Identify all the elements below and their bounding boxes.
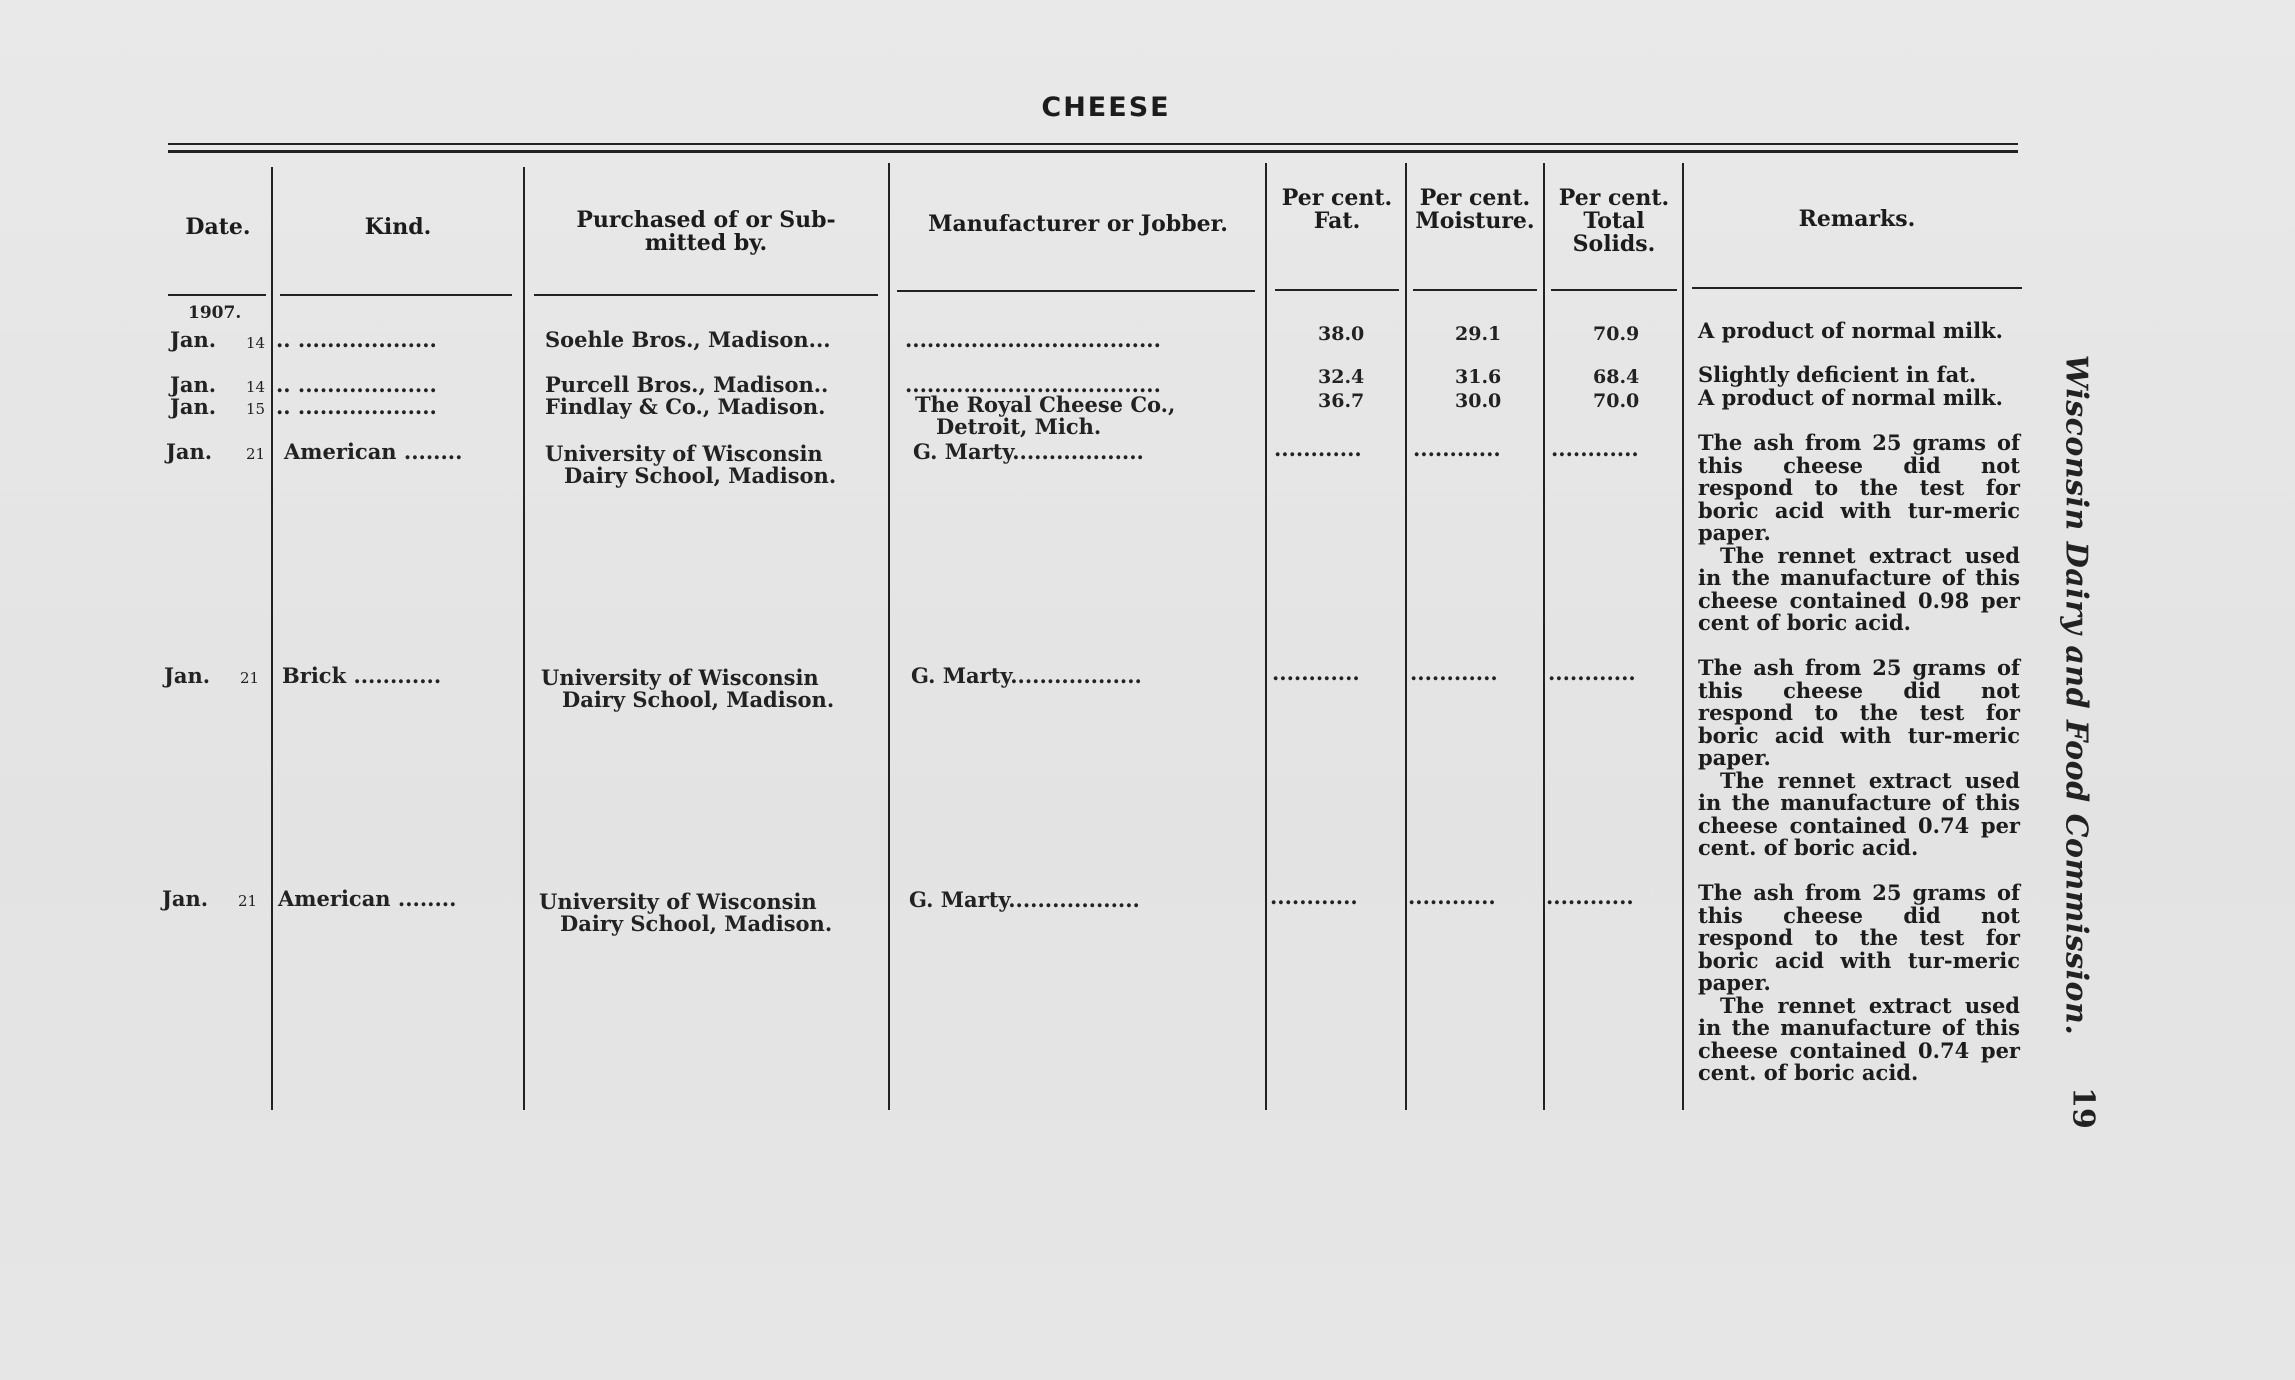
header-moisture: Per cent. Moisture.	[1415, 185, 1535, 234]
header-kind: Kind.	[364, 214, 432, 240]
table-row-0-solids: 70.9	[1593, 323, 1640, 345]
table-row-4-manufacturer: G. Marty..................	[911, 663, 1142, 688]
column-rule-5	[1405, 163, 1407, 1110]
remark-text: The rennet extract used in the manufacture of this cheese contained 0.74 per cent. of boric acid.	[1698, 767, 2020, 860]
header-solids: Per cent. Total Solids.	[1558, 185, 1670, 257]
remark-text: The rennet extract used in the manufacture of this cheese contained 0.98 per cent of boric acid.	[1698, 542, 2020, 635]
table-row-5-solids: ............	[1546, 884, 1634, 909]
table-row-1-remarks	[1698, 364, 2020, 387]
table-row-2-manufacturer-line2: Detroit, Mich.	[936, 414, 1102, 439]
table-row-3-kind: American ........	[284, 439, 463, 464]
table-row-4-purchased-line2: Dairy School, Madison.	[562, 687, 835, 712]
table-row-2-kind: .. ...................	[276, 394, 437, 419]
column-rule-4	[1265, 163, 1267, 1110]
table-row-2-solids: 70.0	[1593, 390, 1640, 412]
table-row-5-month: Jan.	[162, 886, 209, 911]
year-label: 1907.	[188, 303, 242, 323]
remark-text: The rennet extract used in the manufacture of this cheese contained 0.74 per cent. of boric acid.	[1698, 992, 2020, 1085]
table-row-3-purchased-line2: Dairy School, Madison.	[564, 463, 837, 488]
table-row-1-solids: 68.4	[1593, 366, 1640, 388]
table-row-5-purchased: University of Wisconsin	[539, 889, 817, 914]
remark-text: The ash from 25 grams of this cheese did not respond to the test for boric acid with tur-meric paper.	[1698, 655, 2020, 770]
table-row-2-fat: 36.7	[1318, 390, 1365, 412]
running-title-text: Wisconsin Dairy and Food Commission.	[2058, 354, 2094, 1036]
table-row-1-manufacturer: ...................................	[905, 372, 1161, 397]
column-rule-6	[1543, 163, 1545, 1110]
table-row-4-fat: ............	[1272, 660, 1360, 685]
header-date: Date.	[185, 214, 251, 240]
header-underline-manufacturer	[897, 290, 1255, 292]
header-purchased: Purchased of or Sub- mitted by.	[576, 207, 836, 256]
table-row-3-solids: ............	[1551, 436, 1639, 461]
header-underline-moisture	[1413, 289, 1537, 291]
column-rule-7	[1682, 163, 1684, 1110]
table-row-2-month: Jan.	[170, 394, 217, 419]
remark-text: The ash from 25 grams of this cheese did not respond to the test for boric acid with tur-meric paper.	[1698, 430, 2020, 545]
table-row-5-kind: American ........	[278, 886, 457, 911]
table-row-3-day: 21	[246, 445, 266, 463]
table-row-1-kind: .. ...................	[276, 372, 437, 397]
remark-text: Slightly deficient in fat.	[1698, 362, 1977, 387]
table-row-3-moisture: ............	[1413, 436, 1501, 461]
page-number-text: 19	[2065, 1087, 2101, 1129]
table-row-3-remarks	[1698, 432, 2020, 635]
table-row-1-moisture: 31.6	[1455, 366, 1502, 388]
table-row-2-moisture: 30.0	[1455, 390, 1502, 412]
table-row-3-manufacturer: G. Marty..................	[913, 439, 1144, 464]
table-row-0-month: Jan.	[170, 327, 217, 352]
top-rule	[168, 143, 2018, 145]
table-row-1-fat: 32.4	[1318, 366, 1365, 388]
table-row-4-month: Jan.	[164, 663, 211, 688]
table-row-1-month: Jan.	[170, 372, 217, 397]
page-title: CHEESE	[1041, 92, 1171, 123]
column-rule-1	[271, 167, 273, 1110]
table-row-0-remarks	[1698, 320, 2020, 343]
table-row-0-moisture: 29.1	[1455, 323, 1502, 345]
running-title	[2056, 275, 2096, 1115]
column-rule-2	[523, 167, 525, 1110]
table-row-4-moisture: ............	[1410, 660, 1498, 685]
table-row-2-remarks	[1698, 387, 2020, 410]
remark-text: A product of normal milk.	[1698, 318, 2003, 343]
table-row-5-remarks	[1698, 882, 2020, 1085]
remark-text: The ash from 25 grams of this cheese did not respond to the test for boric acid with tur-meric paper.	[1698, 880, 2020, 995]
table-row-3-month: Jan.	[166, 439, 213, 464]
table-row-4-remarks	[1698, 657, 2020, 860]
table-row-0-day: 14	[246, 334, 266, 352]
header-underline-purchased	[534, 294, 878, 296]
table-row-4-kind: Brick ............	[282, 663, 442, 688]
table-row-0-purchased: Soehle Bros., Madison...	[545, 327, 831, 352]
table-row-5-manufacturer: G. Marty..................	[909, 887, 1140, 912]
remark-text: A product of normal milk.	[1698, 385, 2003, 410]
header-underline-remarks	[1692, 287, 2022, 289]
top-rule-second	[168, 150, 2018, 153]
column-rule-3	[888, 163, 890, 1110]
table-row-4-solids: ............	[1548, 660, 1636, 685]
page-number	[2065, 1087, 2101, 1129]
table-row-1-purchased: Purcell Bros., Madison..	[545, 372, 829, 397]
table-row-5-fat: ............	[1270, 884, 1358, 909]
header-underline-kind	[280, 294, 512, 296]
table-row-5-purchased-line2: Dairy School, Madison.	[560, 911, 833, 936]
table-row-3-purchased: University of Wisconsin	[545, 441, 823, 466]
table-row-2-manufacturer: The Royal Cheese Co.,	[915, 392, 1176, 417]
table-row-0-kind: .. ...................	[276, 327, 437, 352]
table-row-1-day: 14	[246, 378, 266, 396]
header-manufacturer: Manufacturer or Jobber.	[928, 211, 1228, 237]
table-row-3-fat: ............	[1274, 436, 1362, 461]
table-row-5-day: 21	[238, 892, 258, 910]
table-row-2-purchased: Findlay & Co., Madison.	[545, 394, 826, 419]
header-underline-date	[168, 294, 266, 296]
table-row-0-fat: 38.0	[1318, 323, 1365, 345]
table-row-4-purchased: University of Wisconsin	[541, 665, 819, 690]
header-underline-solids	[1551, 289, 1677, 291]
table-row-5-moisture: ............	[1408, 884, 1496, 909]
header-remarks: Remarks.	[1798, 206, 1916, 232]
header-fat: Per cent. Fat.	[1281, 185, 1393, 234]
header-underline-fat	[1275, 289, 1399, 291]
table-row-4-day: 21	[240, 669, 260, 687]
table-row-2-day: 15	[246, 400, 266, 418]
table-row-0-manufacturer: ...................................	[905, 327, 1161, 352]
